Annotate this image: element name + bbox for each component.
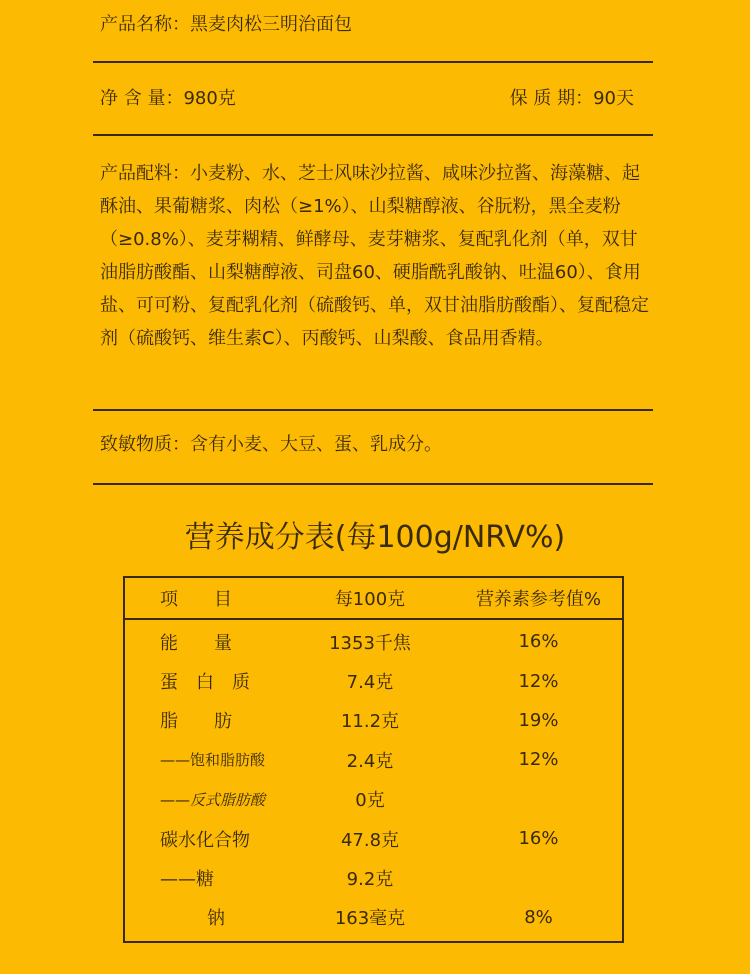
- table-row: [125, 740, 622, 779]
- nutrient-amount: 0克: [355, 790, 385, 812]
- header-item: 项 目: [160, 589, 232, 610]
- shelf-life: 保 质 期：90天: [509, 88, 634, 109]
- nutrient-name: 碳水化合物: [160, 829, 250, 851]
- divider: [93, 134, 653, 136]
- product-name: 产品名称：黑麦肉松三明治面包: [100, 14, 352, 35]
- divider: [93, 409, 653, 411]
- nutrient-nrv: 12%: [518, 749, 559, 771]
- nutrient-nrv: 12%: [518, 670, 559, 692]
- table-row: [125, 858, 622, 897]
- nutrient-amount: 1353千焦: [329, 632, 411, 654]
- nutrient-amount: 47.8克: [340, 829, 400, 851]
- table-row: [125, 898, 622, 937]
- divider: [93, 483, 653, 485]
- nutrient-amount: 2.4克: [346, 750, 394, 772]
- nutrient-name: 能 量: [160, 632, 232, 654]
- nutrient-nrv: 16%: [518, 631, 559, 653]
- divider: [93, 61, 653, 63]
- table-row: [125, 661, 622, 700]
- nutrient-name: 钠: [207, 908, 225, 930]
- nutrient-amount: 7.4克: [346, 672, 394, 694]
- table-row: [125, 819, 622, 858]
- nutrient-name: 脂 肪: [160, 711, 232, 733]
- nutrient-name: 蛋 白 质: [160, 672, 250, 694]
- nutrient-nrv: 16%: [518, 828, 559, 850]
- nutrient-nrv: 19%: [518, 709, 559, 731]
- nutrient-name: ——糖: [160, 869, 214, 891]
- table-row: [125, 701, 622, 740]
- nutrient-name: ——饱和脂肪酸: [160, 751, 266, 770]
- nutrition-title-main: 营养成分表: [184, 520, 335, 555]
- allergens: 致敏物质：含有小麦、大豆、蛋、乳成分。: [100, 434, 442, 455]
- nutrition-title: [0, 518, 750, 558]
- nutrient-amount: 11.2克: [340, 711, 400, 733]
- nutrition-title-sub: (每100g/NRV%): [334, 520, 566, 555]
- table-body: [125, 620, 622, 937]
- nutrition-table: [123, 576, 624, 943]
- header-per-100g: 每100克: [334, 589, 406, 610]
- nutrient-amount: 9.2克: [346, 869, 394, 891]
- table-row: [125, 622, 622, 661]
- weight-shelf-row: [100, 82, 650, 115]
- nutrient-amount: 163毫克: [334, 908, 406, 930]
- table-row: [125, 780, 622, 819]
- net-weight: 净 含 量：980克: [100, 88, 236, 109]
- header-nrv: 营养素参考值%: [475, 589, 602, 610]
- table-header: [125, 578, 622, 620]
- ingredients: 产品配料：小麦粉、水、芝士风味沙拉酱、咸味沙拉酱、海藻糖、起酥油、果葡糖浆、肉松（≥1%）、山梨糖醇液、谷朊粉，黑全麦粉（≥0.8%）、麦芽糊精、鲜酵母、麦芽糖浆、复配乳化剂（单，双甘油脂肪酸酯、山梨糖醇液、司盘60、硬脂酰乳酸钠、吐温60）、食用盐、可可粉、复配乳化剂（硫酸钙、单，双甘油脂肪酸酯）、复配稳定剂（硫酸钙、维生素C）、丙酸钙、山梨酸、食品用香精。: [100, 163, 649, 349]
- nutrient-name: ——反式脂肪酸: [160, 790, 266, 809]
- nutrient-nrv: 8%: [524, 906, 553, 928]
